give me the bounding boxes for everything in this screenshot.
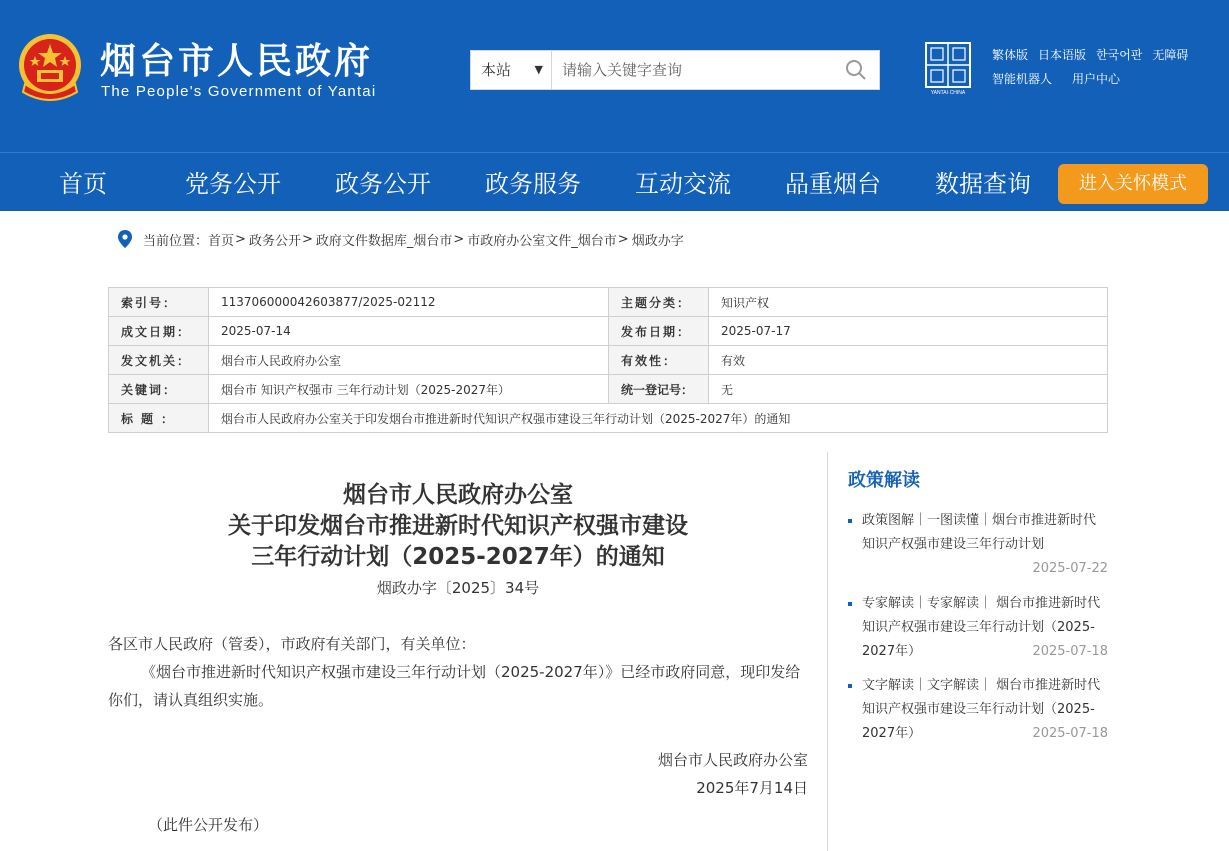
search-scope-label: 本站 xyxy=(481,61,512,79)
nav-government-affairs[interactable]: 政务公开 xyxy=(335,170,431,198)
bullet-icon xyxy=(848,519,852,523)
breadcrumb-home[interactable]: 首页 xyxy=(208,233,235,249)
table-row xyxy=(109,375,1108,404)
validity-value: 有效 xyxy=(709,346,1108,375)
registration-value: 无 xyxy=(709,375,1108,404)
article-body xyxy=(108,630,808,714)
article-title xyxy=(108,480,808,573)
interpretation-link[interactable]: 政策图解｜一图读懂｜烟台市推进新时代知识产权强市建设三年行动计划 xyxy=(862,513,1097,552)
salutation: 各区市人民政府（管委），市政府有关部门，有关单位： xyxy=(108,635,476,653)
document-number: 烟政办字〔2025〕34号 xyxy=(376,579,540,597)
korean-link[interactable]: 한국어판 xyxy=(1096,48,1143,62)
breadcrumb-gov-docs[interactable]: 政府文件数据库_烟台市 xyxy=(315,233,453,249)
nav-party-affairs[interactable]: 党务公开 xyxy=(185,170,281,198)
written-date-label: 成文日期： xyxy=(109,317,209,346)
list-item[interactable] xyxy=(848,592,1108,664)
interpretation-date: 2025-07-22 xyxy=(1032,561,1108,576)
body-paragraph: 《烟台市推进新时代知识产权强市建设三年行动计划（2025-2027年）》已经市政府同意，现印发给你们，请认真组织实施。 xyxy=(108,663,801,709)
search-icon[interactable] xyxy=(845,59,867,81)
interpretation-date: 2025-07-18 xyxy=(1032,644,1108,659)
main-nav xyxy=(0,152,1229,211)
national-emblem-icon xyxy=(17,32,83,104)
title-label: 标题： xyxy=(109,404,209,433)
document-meta-table xyxy=(108,287,1108,433)
interpretation-date: 2025-07-18 xyxy=(1032,726,1108,741)
validity-label: 有效性： xyxy=(609,346,709,375)
table-row xyxy=(109,404,1108,433)
bullet-icon xyxy=(848,684,852,688)
breadcrumb-current[interactable]: 烟政办字 xyxy=(631,233,684,249)
list-item[interactable] xyxy=(848,509,1108,581)
breadcrumb: 当前位置： 首页 > 政务公开 > 政府文件数据库_烟台市 > 市政府办公室文件_烟台市 > 烟政办字 xyxy=(118,228,684,250)
site-header xyxy=(0,0,1229,152)
search-bar xyxy=(470,50,880,90)
policy-interpretation-sidebar xyxy=(848,466,1108,746)
search-scope-select[interactable] xyxy=(471,51,552,89)
nav-interaction[interactable]: 互动交流 xyxy=(635,170,731,198)
publication-note: （此件公开发布） xyxy=(148,816,269,834)
sidebar-title: 政策解读 xyxy=(848,470,920,491)
user-center-link[interactable]: 用户中心 xyxy=(1072,72,1121,86)
signature-block xyxy=(108,746,808,802)
site-subtitle: The People's Government of Yantai xyxy=(101,83,377,100)
article-title-line1: 烟台市人民政府办公室 xyxy=(343,482,573,508)
divider xyxy=(827,452,828,851)
index-value: 113706000042603877/2025-02112 xyxy=(209,288,609,317)
keywords-label: 关键词： xyxy=(109,375,209,404)
written-date-value: 2025-07-14 xyxy=(209,317,609,346)
site-title: 烟台市人民政府 xyxy=(100,41,374,82)
keywords-value: 烟台市 知识产权强市 三年行动计划（2025-2027年） xyxy=(209,375,609,404)
article-title-line3: 三年行动计划（2025-2027年）的通知 xyxy=(251,544,665,570)
table-row xyxy=(109,288,1108,317)
bullet-icon xyxy=(848,602,852,606)
traditional-chinese-link[interactable]: 繁体版 xyxy=(992,48,1029,62)
yantai-china-seal-icon xyxy=(925,42,971,96)
published-date-label: 发布日期： xyxy=(609,317,709,346)
article xyxy=(108,480,808,835)
japanese-link[interactable]: 日本语版 xyxy=(1038,48,1087,62)
smart-robot-link[interactable]: 智能机器人 xyxy=(992,72,1053,86)
interpretation-link[interactable]: 文字解读｜文字解读｜ 烟台市推进新时代知识产权强市建设三年行动计划（2025-2027年） xyxy=(862,678,1101,741)
seal-caption: YANTAI·CHINA xyxy=(930,90,966,96)
table-row xyxy=(109,346,1108,375)
category-label: 主题分类： xyxy=(609,288,709,317)
category-value: 知识产权 xyxy=(709,288,1108,317)
nav-data-query[interactable]: 数据查询 xyxy=(935,170,1031,198)
breadcrumb-gov-affairs[interactable]: 政务公开 xyxy=(248,233,301,249)
table-row xyxy=(109,317,1108,346)
nav-yantai[interactable]: 品重烟台 xyxy=(785,170,881,198)
issuer-label: 发文机关： xyxy=(109,346,209,375)
nav-government-services[interactable]: 政务服务 xyxy=(485,170,581,198)
location-pin-icon xyxy=(118,230,132,248)
search-input[interactable] xyxy=(553,51,833,89)
signer: 烟台市人民政府办公室 xyxy=(657,751,808,769)
title-value: 烟台市人民政府办公室关于印发烟台市推进新时代知识产权强市建设三年行动计划（2025-2027年）的通知 xyxy=(209,404,1108,433)
accessibility-link[interactable]: 无障碍 xyxy=(1152,48,1189,62)
issuer-value: 烟台市人民政府办公室 xyxy=(209,346,609,375)
breadcrumb-prefix: 当前位置： xyxy=(143,233,209,249)
header-tools xyxy=(992,46,1222,94)
article-title-line2: 关于印发烟台市推进新时代知识产权强市建设 xyxy=(228,513,688,539)
nav-home[interactable]: 首页 xyxy=(59,170,107,198)
list-item[interactable] xyxy=(848,674,1108,746)
published-date-value: 2025-07-17 xyxy=(709,317,1108,346)
breadcrumb-office-docs[interactable]: 市政府办公室文件_烟台市 xyxy=(467,233,617,249)
care-mode-button[interactable]: 进入关怀模式 xyxy=(1058,164,1208,204)
index-label: 索引号： xyxy=(109,288,209,317)
interpretation-link[interactable]: 专家解读｜专家解读｜ 烟台市推进新时代知识产权强市建设三年行动计划（2025-2027年） xyxy=(862,596,1101,659)
sign-date: 2025年7月14日 xyxy=(696,779,808,797)
caret-down-icon: ▼ xyxy=(534,63,543,76)
registration-label: 统一登记号： xyxy=(609,375,709,404)
